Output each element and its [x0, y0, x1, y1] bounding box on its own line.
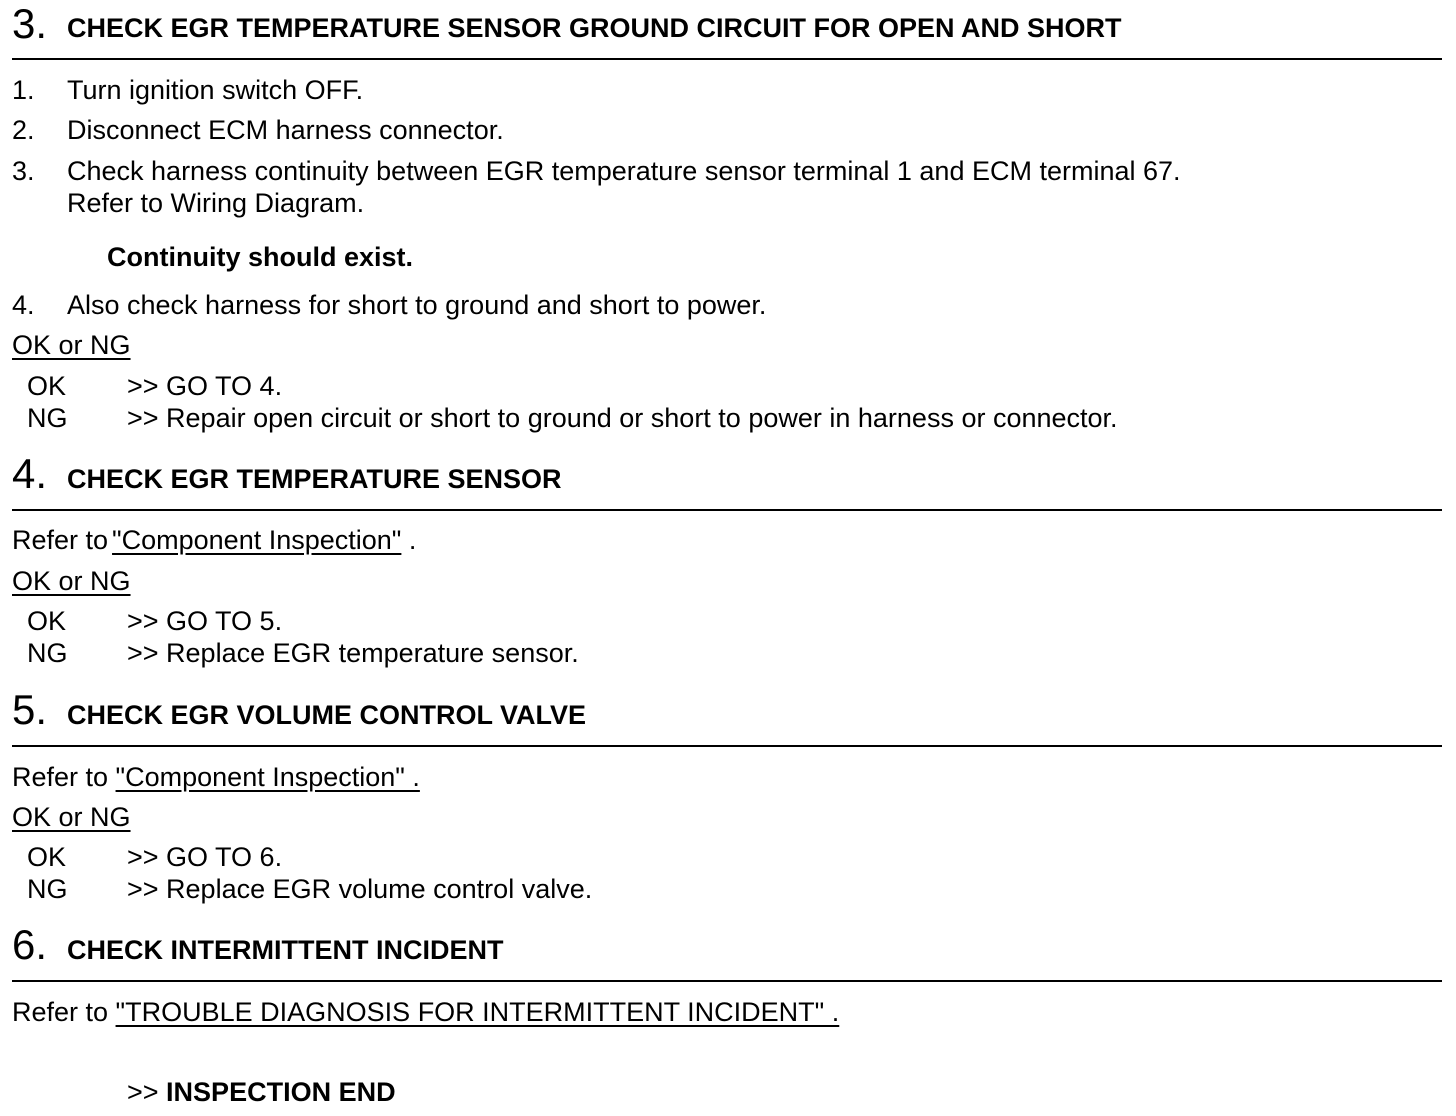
step-3-item-4-number: 4.: [12, 290, 35, 320]
step-5-number: 5.: [12, 686, 48, 733]
step-3-divider: [12, 58, 1442, 60]
step-5-refer-line: [12, 761, 420, 793]
step-3-ok-label: OK: [27, 371, 67, 401]
step-4-ng-action: >> Replace EGR temperature sensor.: [127, 638, 579, 668]
step-6-divider: [12, 980, 1442, 982]
step-3-ok-or-ng: OK or NG: [12, 330, 131, 360]
step-4-ok-label: OK: [27, 606, 67, 636]
step-5-divider: [12, 745, 1442, 747]
step-4-ok-action: >> GO TO 5.: [127, 606, 283, 636]
step-3-ok-action: >> GO TO 4.: [127, 371, 283, 401]
step-5-ok-action: >> GO TO 6.: [127, 842, 283, 872]
step-3-title: CHECK EGR TEMPERATURE SENSOR GROUND CIRCUIT FOR OPEN AND SHORT: [67, 13, 1122, 43]
step-6-refer-prefix: Refer to: [12, 997, 116, 1027]
inspection-end-arrow: >>: [127, 1077, 167, 1107]
step-5-ok-label: OK: [27, 842, 67, 872]
step-4-refer-line: [12, 524, 416, 556]
step-3-item-1-text: Turn ignition switch OFF.: [67, 75, 364, 105]
step-4-number: 4.: [12, 450, 48, 497]
step-4-title: CHECK EGR TEMPERATURE SENSOR: [67, 464, 562, 494]
step-3-item-4-text: Also check harness for short to ground and short to power.: [67, 290, 767, 320]
step-3-number: 3.: [12, 0, 48, 47]
inspection-end-text: INSPECTION END: [166, 1077, 396, 1107]
step-3-ng-action: >> Repair open circuit or short to ground or short to power in harness or connector.: [127, 403, 1118, 433]
step-3-spec: Continuity should exist.: [107, 242, 414, 272]
inspection-end: [127, 1076, 396, 1108]
step-6-refer-line: [12, 996, 839, 1028]
step-3-item-2-text: Disconnect ECM harness connector.: [67, 115, 504, 145]
step-6-title: CHECK INTERMITTENT INCIDENT: [67, 935, 504, 965]
step-3-item-3-number: 3.: [12, 156, 35, 186]
step-6-trouble-diagnosis-link[interactable]: "TROUBLE DIAGNOSIS FOR INTERMITTENT INCIDENT" .: [115, 997, 840, 1027]
step-3-item-1-number: 1.: [12, 75, 35, 105]
step-4-ok-or-ng: OK or NG: [12, 566, 131, 596]
step-5-ng-label: NG: [27, 874, 68, 904]
step-5-refer-prefix: Refer to: [12, 762, 116, 792]
step-4-ng-label: NG: [27, 638, 68, 668]
step-5-title: CHECK EGR VOLUME CONTROL VALVE: [67, 700, 587, 730]
step-5-ng-action: >> Replace EGR volume control valve.: [127, 874, 593, 904]
step-3-item-3-text: Check harness continuity between EGR temperature sensor terminal 1 and ECM terminal 67.: [67, 156, 1181, 186]
step-4-component-inspection-link[interactable]: "Component Inspection": [112, 525, 402, 555]
step-3-ng-label: NG: [27, 403, 68, 433]
step-4-divider: [12, 509, 1442, 511]
step-5-ok-or-ng: OK or NG: [12, 802, 131, 832]
step-3-item-3-refer: Refer to Wiring Diagram.: [67, 188, 365, 218]
step-4-refer-prefix: Refer to: [12, 525, 109, 555]
step-6-number: 6.: [12, 921, 48, 968]
step-3-item-2-number: 2.: [12, 115, 35, 145]
step-5-component-inspection-link[interactable]: "Component Inspection" .: [115, 762, 420, 792]
step-4-refer-suffix: .: [401, 525, 417, 555]
